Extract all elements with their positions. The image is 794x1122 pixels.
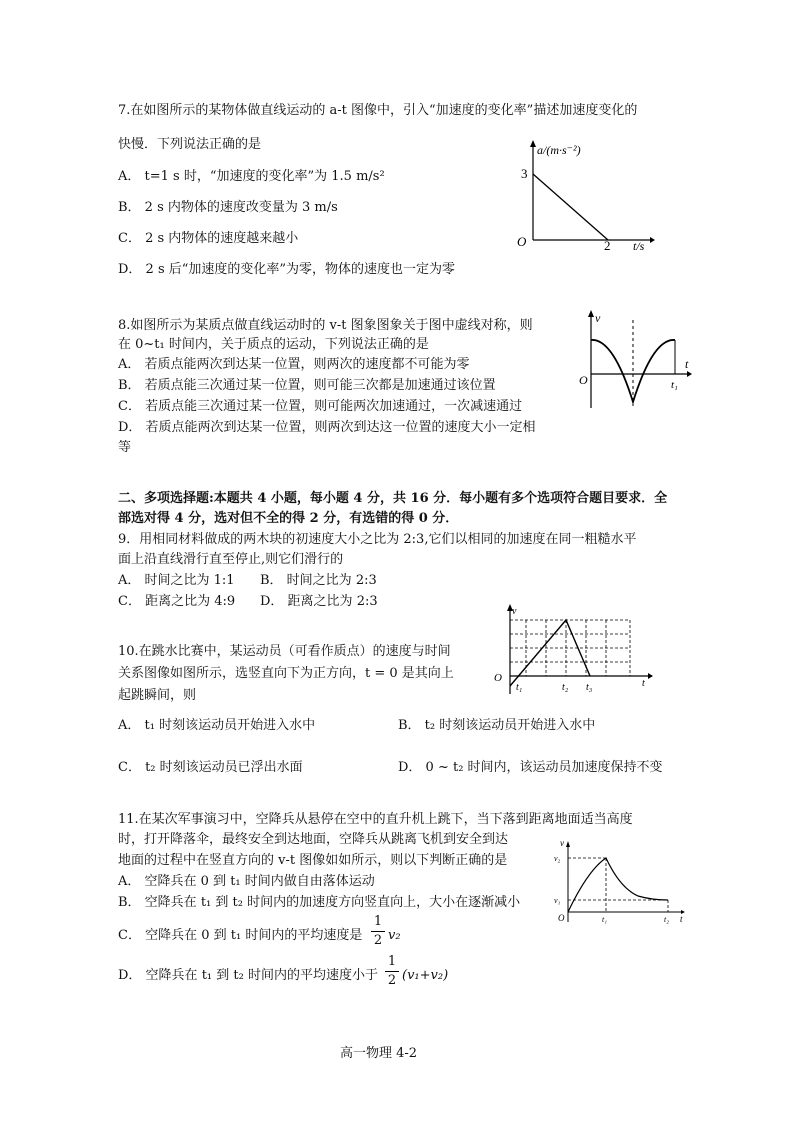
q10-t3: t₃	[586, 682, 593, 693]
q8-v-t-graph	[575, 308, 695, 412]
q7-option-d: D． 2 s 后“加速度的变化率”为零，物体的速度也一定为零	[118, 262, 456, 277]
q8-option-b: B． 若质点能三次通过某一位置，则可能三次都是加速通过该位置	[118, 378, 496, 393]
q9-stem-line2: 面上沿直线滑行直至停止,则它们滑行的	[118, 552, 344, 567]
q7-x-axis-label: t/s	[633, 239, 645, 250]
q7-option-a: A． t=1 s 时，“加速度的变化率”为 1.5 m/s²	[118, 169, 385, 184]
q10-stem-line3: 起跳瞬间，则	[118, 688, 197, 703]
q7-option-c: C． 2 s 内物体的速度越来越小	[118, 231, 299, 246]
q11-option-d-frac-bar	[385, 971, 399, 972]
q10-origin: O	[494, 672, 502, 684]
q11-v2: v₂	[554, 854, 561, 863]
q11-option-c-frac-den: 2	[373, 933, 383, 948]
q10-stem-line2: 关系图像如图所示，选竖直向下为正方向，t = 0 是其向上	[118, 666, 454, 681]
q9-option-d: D． 距离之比为 2:3	[260, 594, 378, 609]
q11-option-d-frac-num: 1	[387, 954, 397, 969]
q11-t2: t₂	[664, 915, 670, 924]
q10-option-b: B． t₂ 时刻该运动员开始进入水中	[398, 718, 596, 733]
q11-x-axis-label: t	[680, 914, 683, 924]
q7-option-b: B． 2 s 内物体的速度改变量为 3 m/s	[118, 200, 338, 215]
q11-v1: v₁	[554, 896, 561, 905]
q11-option-c-frac-bar	[371, 931, 385, 932]
q10-t1: t₁	[516, 682, 523, 693]
q10-stem-line1: 10.在跳水比赛中，某运动员（可看作质点）的速度与时间	[118, 644, 451, 659]
q11-option-d-text: D． 空降兵在 t₁ 到 t₂ 时间内的平均速度小于	[118, 968, 378, 983]
q7-y-axis-label: a/(m·s⁻²)	[537, 143, 581, 157]
q8-option-d-line2: 等	[118, 440, 132, 455]
q8-option-a: A． 若质点能两次到达某一位置，则两次的速度都不可能为零	[118, 357, 470, 372]
q7-y-tick: 3	[521, 166, 528, 181]
q7-x-tick: 2	[604, 238, 611, 250]
q9-stem-line1: 9．用相同材料做成的两木块的初速度大小之比为 2:3,它们以相同的加速度在同一粗糙水平	[118, 532, 637, 547]
q8-stem-line1: 8.如图所示为某质点做直线运动时的 v-t 图象图象关于图中虚线对称，则	[118, 318, 533, 333]
q11-y-axis-label: v	[560, 840, 564, 848]
q9-option-a: A． 时间之比为 1:1	[118, 573, 235, 588]
q11-stem-line2: 时，打开降落伞，最终安全到达地面，空降兵从跳离飞机到安全到达	[118, 832, 509, 847]
q8-option-c: C． 若质点能三次通过某一位置，则可能两次加速通过，一次减速通过	[118, 399, 523, 414]
q11-option-d-frac-den: 2	[387, 973, 397, 988]
q8-y-axis-label: v	[595, 311, 601, 325]
q10-x-axis-label: t	[642, 678, 645, 689]
q8-t1: t₁	[671, 379, 678, 391]
q11-v-t-graph	[554, 840, 689, 924]
q11-t1: t₁	[602, 915, 608, 924]
q11-stem-line1: 11.在某次军事演习中，空降兵从悬停在空中的直升机上跳下，当下落到距离地面适当高度	[118, 812, 633, 827]
q8-stem-line2: 在 0~t₁ 时间内，关于质点的运动，下列说法正确的是	[118, 337, 429, 352]
q11-option-d-sum: (v₁+v₂)	[402, 968, 449, 983]
q7-a-t-graph	[505, 138, 655, 250]
q11-option-b: B． 空降兵在 t₁ 到 t₂ 时间内的加速度方向竖直向上，大小在逐渐减小	[118, 895, 521, 910]
q8-origin: O	[579, 373, 588, 387]
q11-option-a: A． 空降兵在 0 到 t₁ 时间内做自由落体运动	[118, 874, 375, 889]
q10-t2: t₂	[562, 682, 569, 693]
q7-stem-line2: 快慢．下列说法正确的是	[118, 137, 262, 152]
q10-option-a: A． t₁ 时刻该运动员开始进入水中	[118, 718, 316, 733]
q11-origin: O	[558, 913, 565, 923]
page-footer: 高一物理 4-2	[340, 1046, 418, 1061]
q11-option-c-frac-num: 1	[373, 914, 383, 929]
q9-option-b: B． 时间之比为 2:3	[260, 573, 377, 588]
q10-y-axis-label: v	[512, 606, 517, 617]
q8-option-d-line1: D． 若质点能两次到达某一位置，则两次到达这一位置的速度大小一定相	[118, 420, 536, 435]
q7-stem-line1: 7.在如图所示的某物体做直线运动的 a-t 图像中，引入“加速度的变化率”描述加速度变化的	[118, 103, 638, 118]
q11-stem-line3: 地面的过程中在竖直方向的 v-t 图像如如所示，则以下判断正确的是	[118, 853, 508, 868]
q10-option-d: D． 0 ~ t₂ 时间内，该运动员加速度保持不变	[398, 760, 663, 775]
q7-origin: O	[517, 234, 527, 249]
q10-option-c: C． t₂ 时刻该运动员已浮出水面	[118, 760, 303, 775]
q9-option-c: C． 距离之比为 4:9	[118, 594, 236, 609]
q8-x-axis-label: t	[685, 357, 689, 371]
section2-heading-line2: 部选对得 4 分，选对但不全的得 2 分，有选错的得 0 分．	[118, 511, 459, 526]
q11-option-c-v2: v₂	[388, 928, 401, 943]
q10-v-t-graph	[492, 604, 657, 696]
section2-heading-line1: 二、多项选择题:本题共 4 小题，每小题 4 分，共 16 分．每小题有多个选项符合题目要求．全	[118, 491, 668, 506]
q11-option-c-text: C． 空降兵在 0 到 t₁ 时间内的平均速度是	[118, 928, 363, 943]
